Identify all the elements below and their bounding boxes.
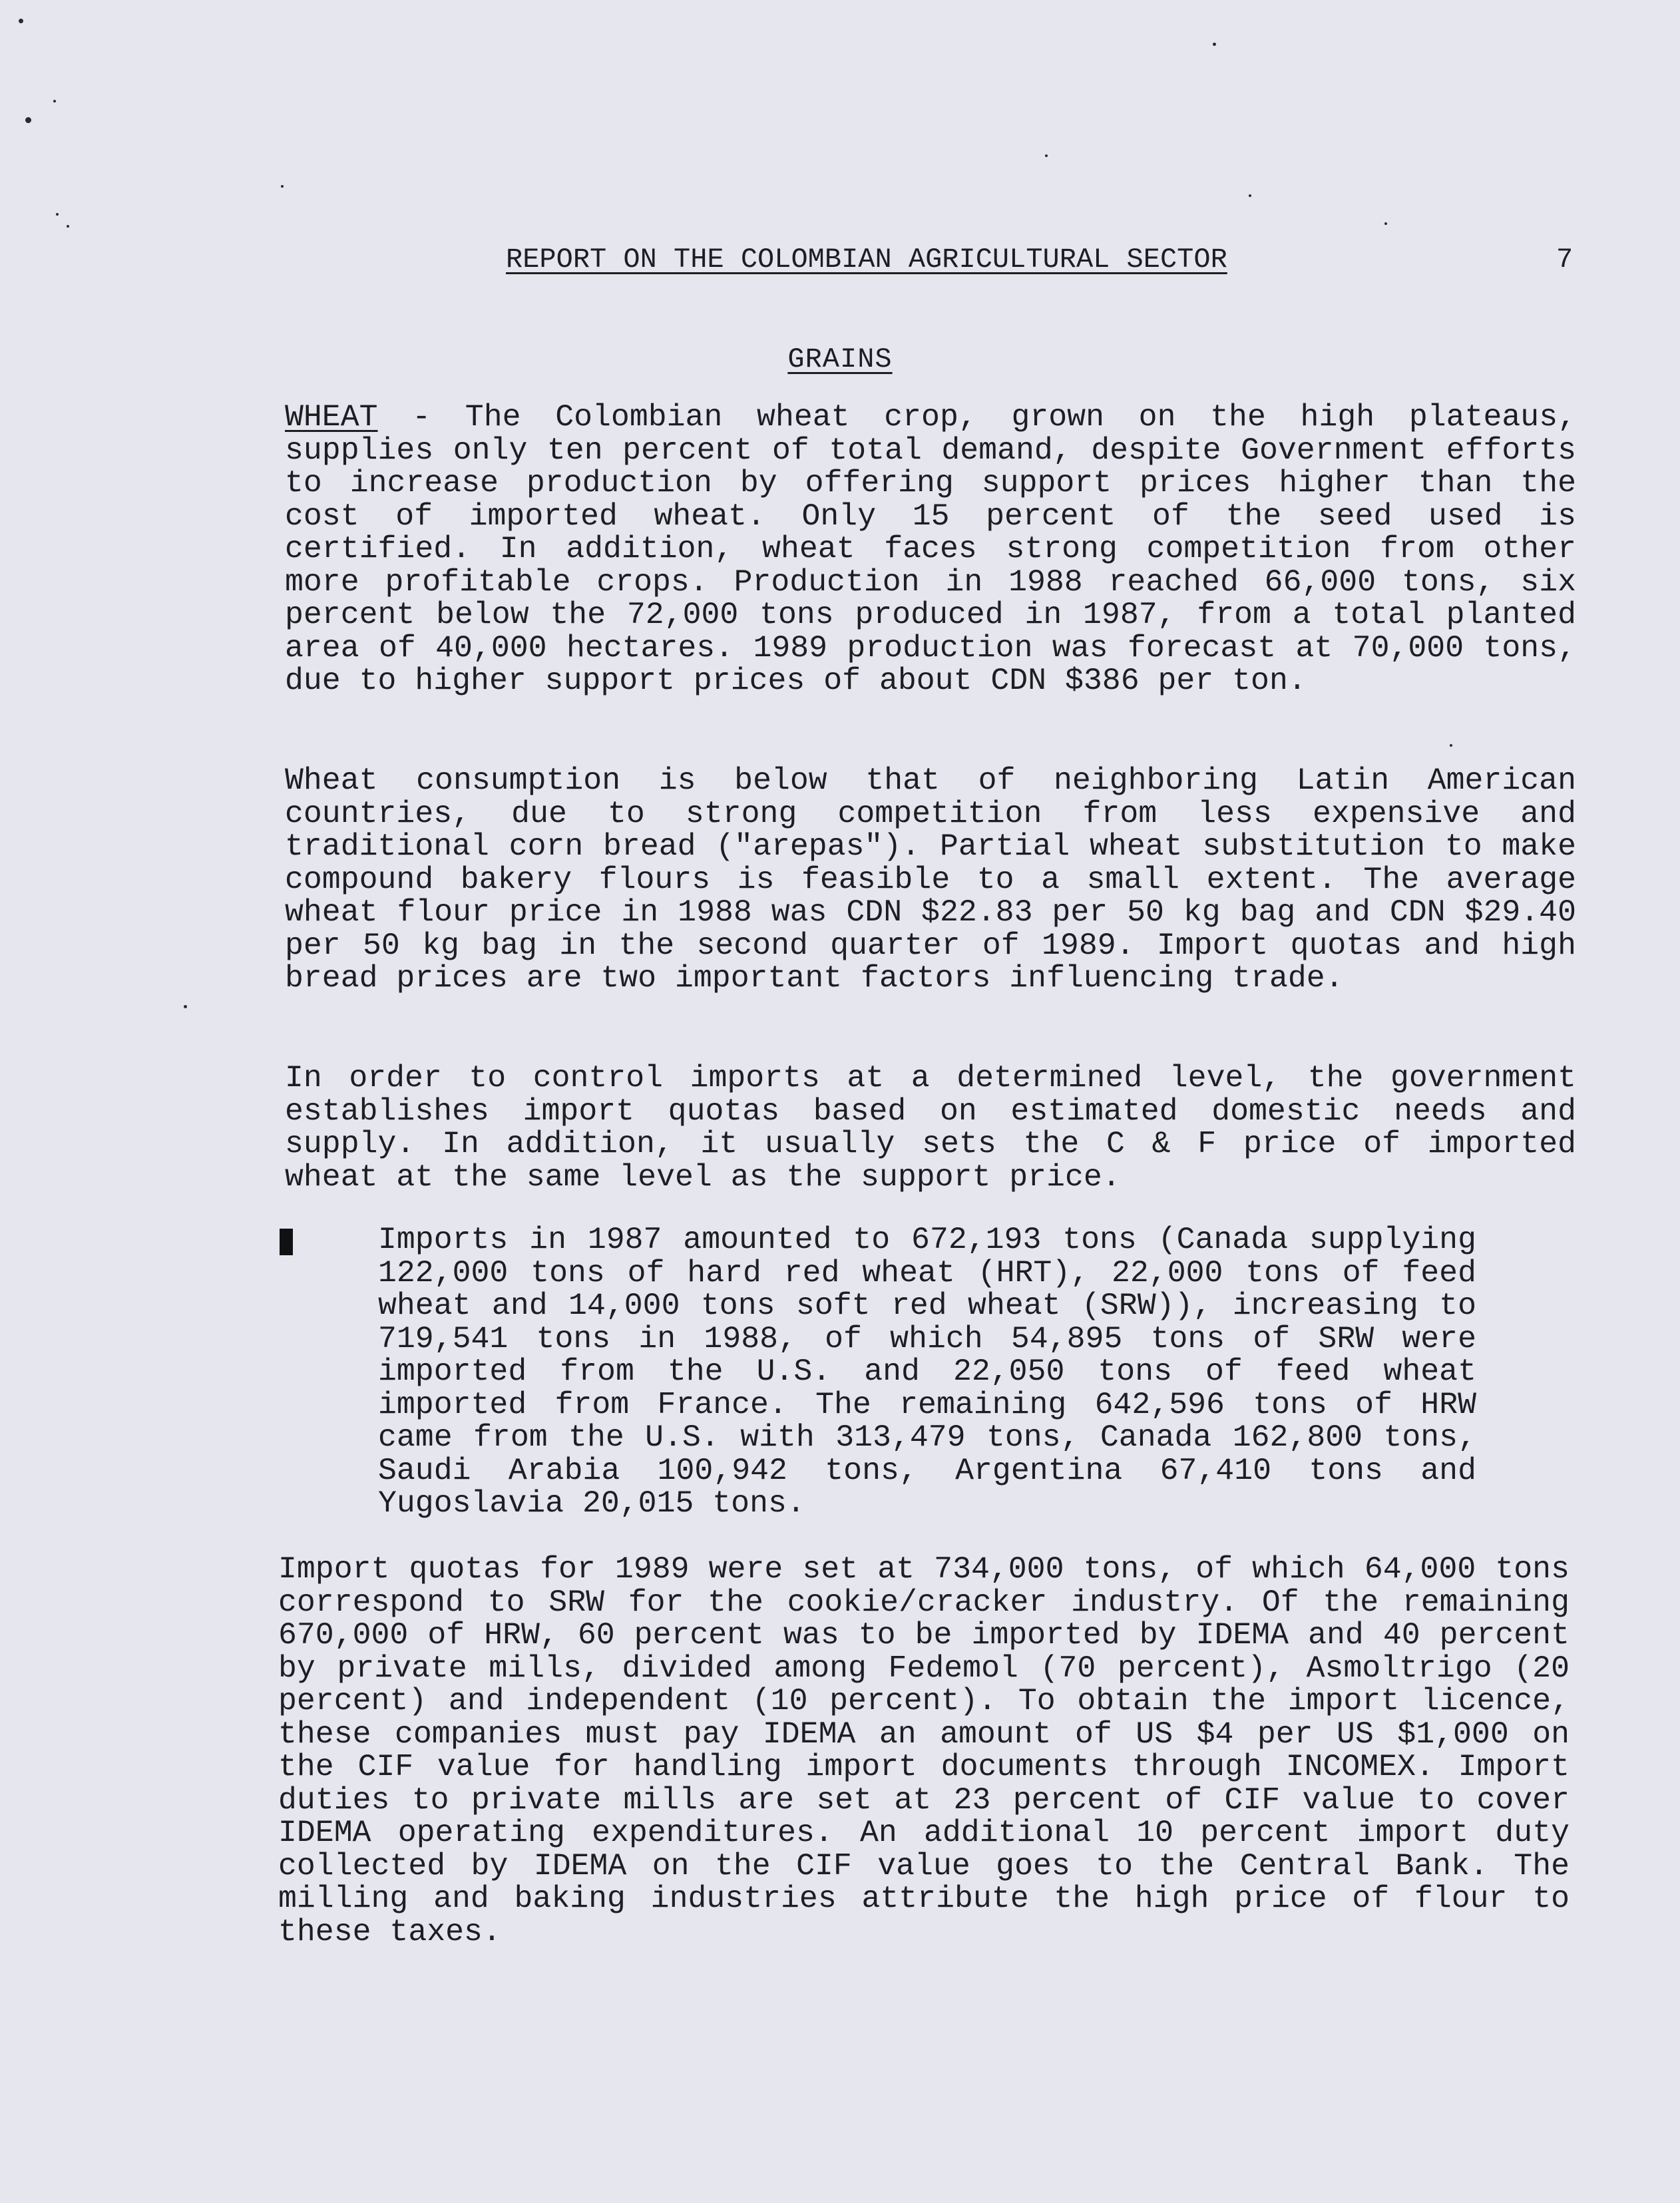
bullet-marker	[280, 1229, 293, 1255]
page-number: 7	[1556, 244, 1574, 276]
scan-speck	[1249, 194, 1251, 197]
scan-speck	[1045, 154, 1048, 157]
bullet-item	[278, 1223, 1476, 1536]
scan-speck	[1213, 43, 1216, 46]
report-title: REPORT ON THE COLOMBIAN AGRICULTURAL SECTOR	[506, 244, 1227, 276]
scan-speck	[25, 117, 31, 123]
bullet-item-text: Imports in 1987 amounted to 672,193 tons (Canada supplying 122,000 tons of hard red wheat (HRT), 22,000 tons of feed wheat and 14,000 tons soft red wheat (SRW)), increasing to 719,541 tons in 1988, of which 54,895 tons of SRW were imported from the U.S. and 22,050 tons of feed wheat imported from France. The remaining 642,596 tons of HRW came from the U.S. with 313,479 tons, Canada 162,800 tons, Saudi Arabia 100,942 tons, Argentina 67,410 tons and Yugoslavia 20,015 tons.	[378, 1222, 1476, 1521]
paragraph-consumption: Wheat consumption is below that of neighboring Latin American countries, due to strong competition from less expensive and traditional corn bread ("arepas"). Partial wheat substitution to make compound bakery flours is feasible to a small extent. The average wheat flour price in 1988 was CDN $22.83 per 50 kg bag and CDN $29.40 per 50 kg bag in the second quarter of 1989. Import quotas and high bread prices are two important factors influencing trade.	[285, 763, 1576, 996]
scan-speck	[56, 213, 59, 216]
paragraph-import-quotas: Import quotas for 1989 were set at 734,000 tons, of which 64,000 tons correspond to SRW for the cookie/cracker industry. Of the remaining 670,000 of HRW, 60 percent was to be imported by IDEMA and 40 percent by private mills, divided among Fedemol (70 percent), Asmoltrigo (20 percent) and independent (10 percent). To obtain the import licence, these companies must pay IDEMA an amount of US $4 per US $1,000 on the CIF value for handling import documents through INCOMEX. Import duties to private mills are set at 23 percent of CIF value to cover IDEMA operating expenditures. An additional 10 percent import duty collected by IDEMA on the CIF value goes to the Central Bank. The milling and baking industries attribute the high price of flour to these taxes.	[278, 1551, 1570, 1949]
scan-speck	[67, 225, 69, 228]
paragraph-import-control: In order to control imports at a determined level, the government establishes import quotas based on estimated domestic needs and supply. In addition, it usually sets the C & F price of imported wheat at the same level as the support price.	[285, 1060, 1576, 1195]
paragraph-wheat-body: - The Colombian wheat crop, grown on the high plateaus, supplies only ten percent of total demand, despite Government efforts to increase production by offering support prices higher than the cost of imported wheat. Only 15 percent of the seed used is certified. In addition, wheat faces strong competition from other more profitable crops. Production in 1988 reached 66,000 tons, six percent below the 72,000 tons produced in 1987, from a total planted area of 40,000 hectares. 1989 production was forecast at 70,000 tons, due to higher support prices of about CDN $386 per ton.	[285, 399, 1576, 698]
section-heading	[0, 339, 1680, 379]
paragraph-wheat	[285, 401, 1576, 698]
scan-speck	[53, 100, 56, 102]
scan-speck	[1384, 222, 1387, 225]
page-header	[0, 240, 1680, 286]
scan-speck	[184, 1005, 187, 1008]
section-heading-text: GRAINS	[787, 343, 893, 375]
paragraph-lead-wheat: WHEAT	[285, 399, 378, 435]
scan-speck	[1450, 744, 1452, 747]
scan-speck	[281, 185, 284, 188]
scan-speck	[19, 19, 23, 23]
